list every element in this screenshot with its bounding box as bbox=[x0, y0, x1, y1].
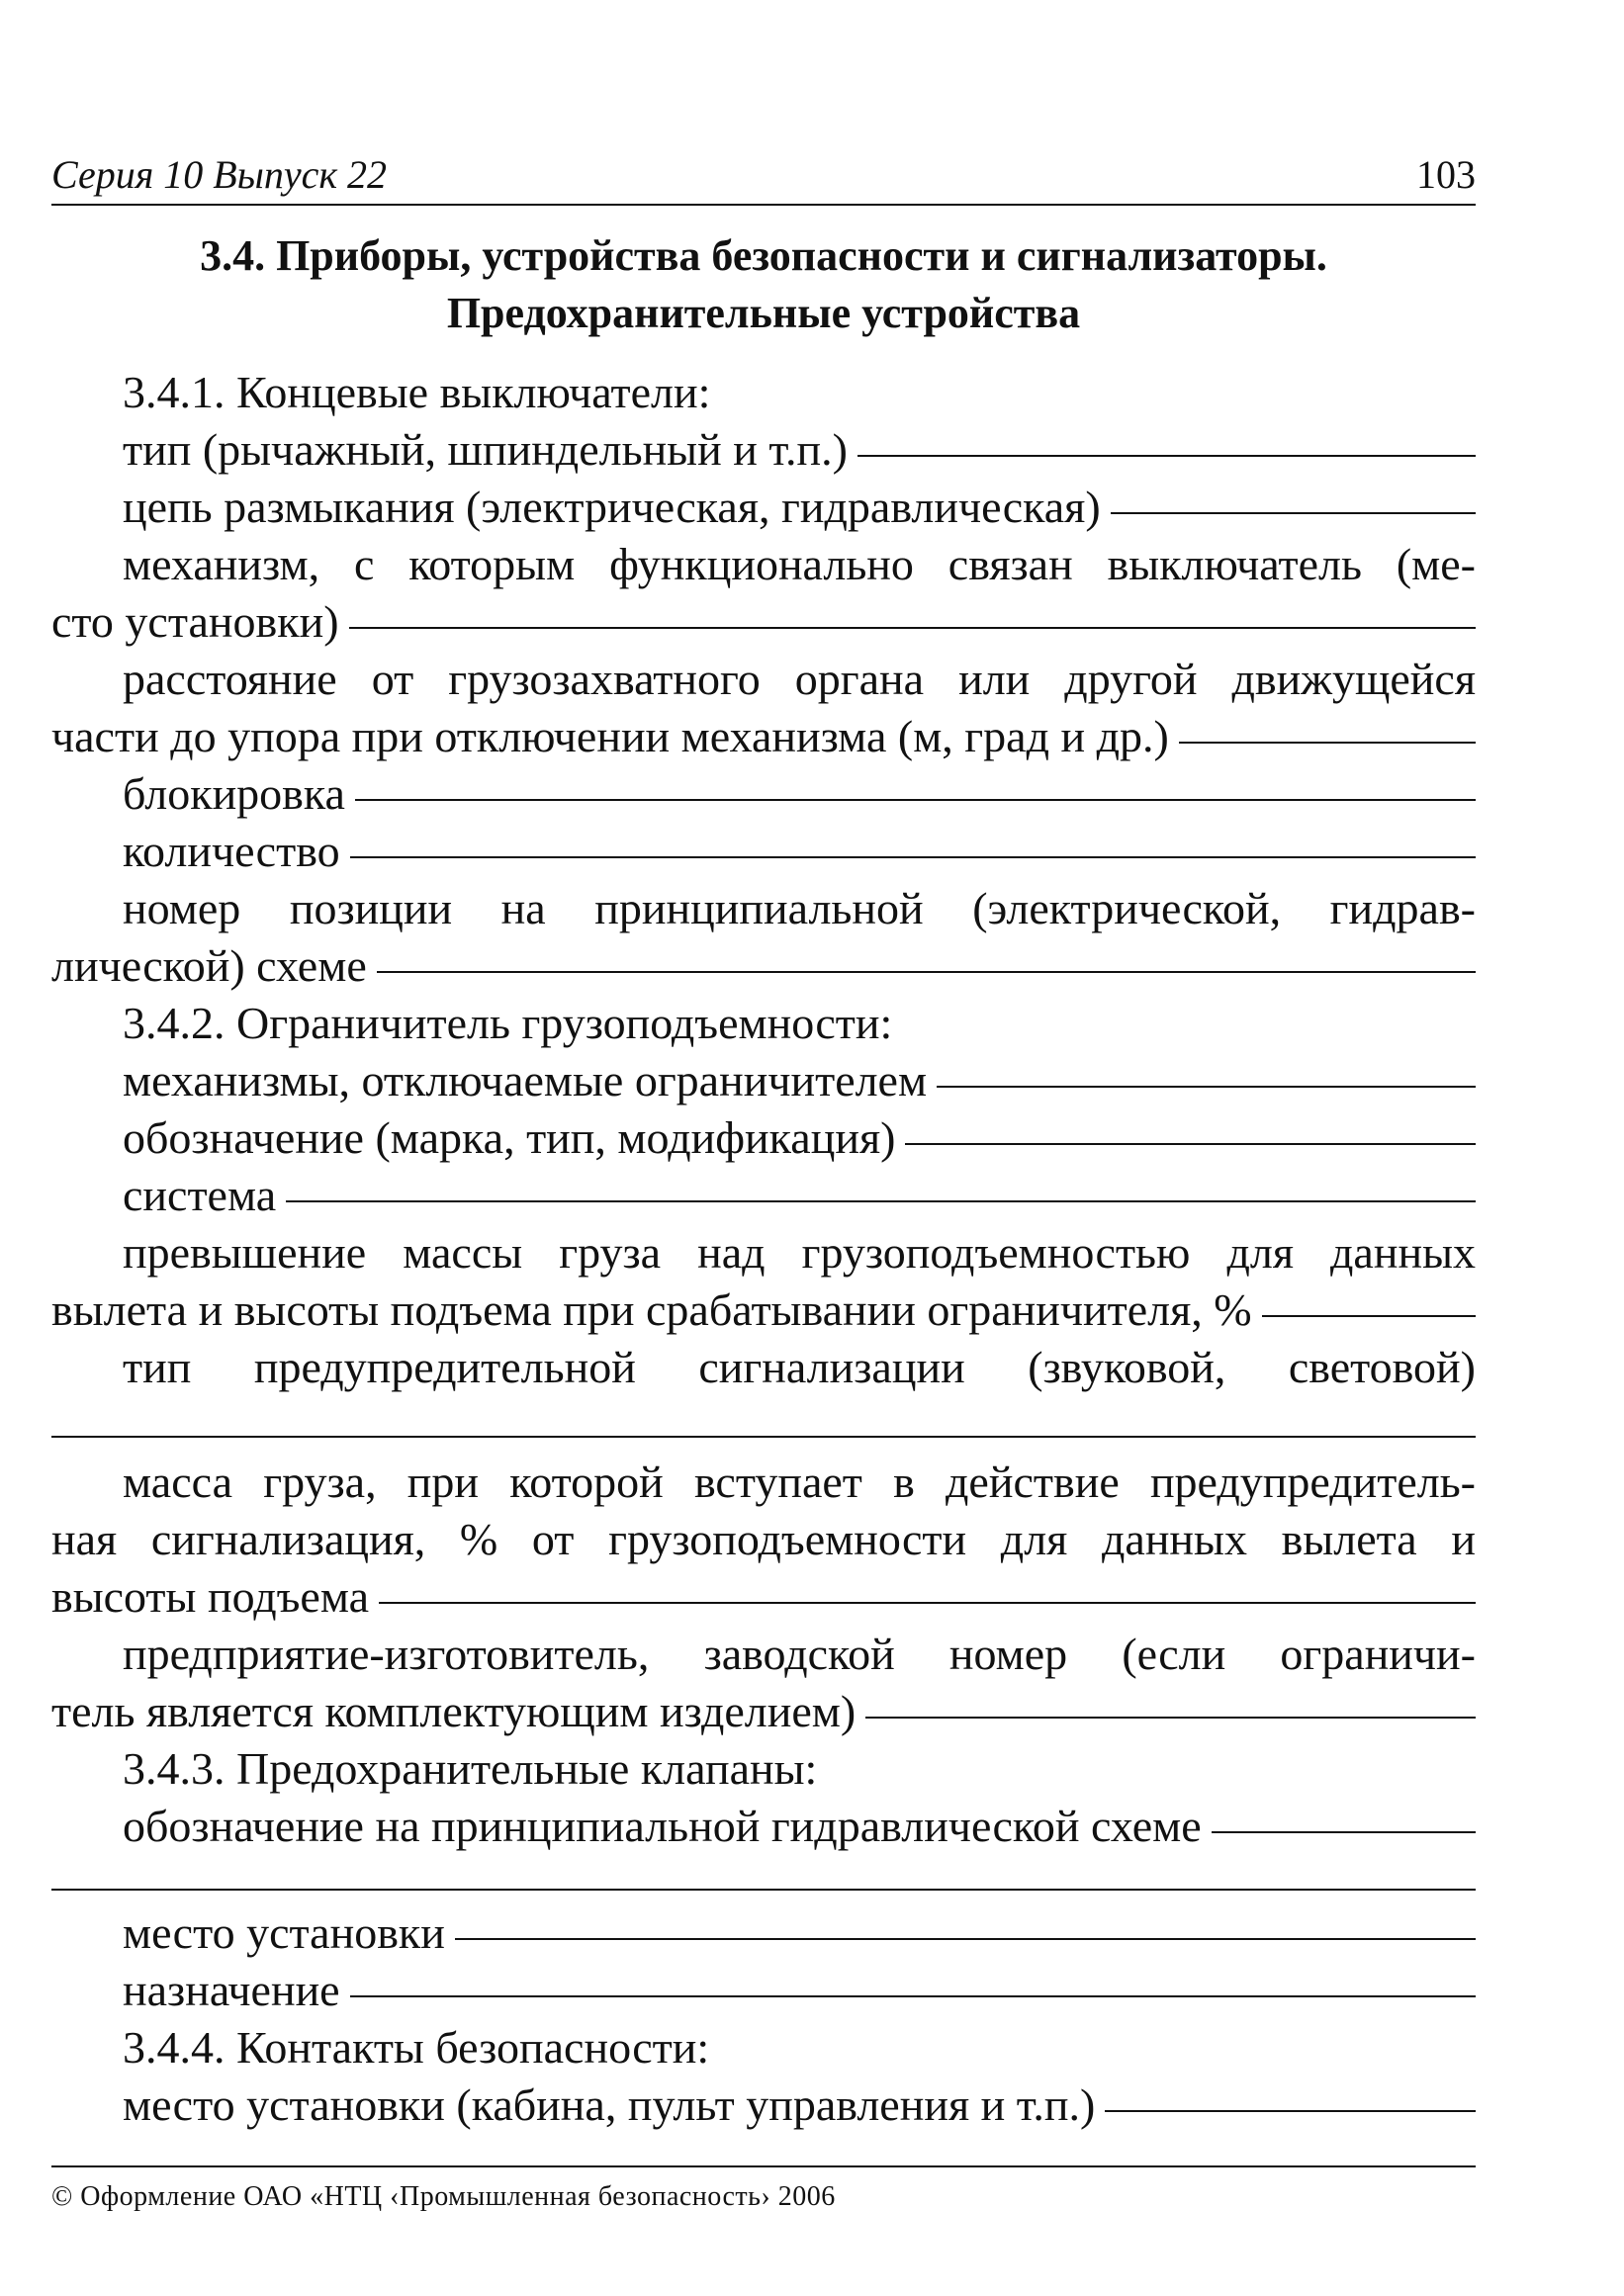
field-schema-position bbox=[51, 937, 1476, 995]
field-label: тель является комплектующим изделием) bbox=[51, 1686, 857, 1736]
text-line: номер позиции на принципиальной (электрической, гидрав- bbox=[123, 883, 1476, 933]
field-quantity bbox=[123, 823, 1476, 880]
fill-line bbox=[350, 856, 1476, 858]
field-switch-location bbox=[51, 593, 1476, 651]
fill-line-full bbox=[51, 1889, 1476, 1891]
field-label: тип (рычажный, шпиндельный и т.п.) bbox=[123, 424, 848, 475]
fill-line bbox=[1111, 512, 1476, 514]
field-label: цепь размыкания (электрическая, гидравлическая) bbox=[123, 482, 1101, 532]
text-line: предприятие-изготовитель, заводской номер (если ограничи- bbox=[123, 1629, 1476, 1679]
field-switch-type bbox=[123, 421, 1476, 479]
fill-line bbox=[1179, 742, 1476, 744]
field-label: обозначение на принципиальной гидравлической схеме bbox=[123, 1801, 1202, 1851]
section-title-line-2: Предохранительные устройства bbox=[446, 289, 1081, 337]
field-label: обозначение (марка, тип, модификация) bbox=[123, 1112, 896, 1163]
text-line: ная сигнализация, % от грузоподъемности для данных вылета и bbox=[51, 1514, 1476, 1564]
page-footer bbox=[51, 2165, 1476, 2212]
field-contact-location bbox=[123, 2076, 1476, 2134]
field-break-circuit bbox=[123, 479, 1476, 536]
copyright-notice: © Оформление ОАО «НТЦ ‹Промышленная безопасность› 2006 bbox=[51, 2181, 836, 2212]
section-title bbox=[51, 227, 1476, 342]
series-label: Серия 10 Выпуск 22 bbox=[51, 152, 388, 197]
fill-line bbox=[937, 1086, 1476, 1088]
fill-line bbox=[1105, 2110, 1476, 2112]
field-label: место установки bbox=[123, 1907, 445, 1958]
field-interlock bbox=[123, 765, 1476, 823]
field-warning-load bbox=[51, 1568, 1476, 1626]
field-label: вылета и высоты подъема при срабатывании ограничителя, % bbox=[51, 1284, 1252, 1335]
section-title-line-1: 3.4. Приборы, устройства безопасности и сигнализаторы. bbox=[200, 231, 1327, 280]
field-label: место установки (кабина, пульт управления и т.п.) bbox=[123, 2079, 1096, 2130]
field-system bbox=[123, 1167, 1476, 1224]
text-line: механизм, с которым функционально связан выключатель (ме- bbox=[123, 539, 1476, 589]
page-number: 103 bbox=[1416, 152, 1476, 197]
field-label: назначение bbox=[123, 1965, 340, 2015]
text-line: превышение массы груза над грузоподъемностью для данных bbox=[123, 1227, 1476, 1278]
fill-line bbox=[1262, 1315, 1476, 1317]
fill-line bbox=[865, 1717, 1476, 1719]
field-valve-purpose bbox=[123, 1962, 1476, 2019]
field-label: механизмы, отключаемые ограничителем bbox=[123, 1055, 928, 1105]
field-manufacturer bbox=[51, 1683, 1476, 1740]
subsection-heading-3-4-3: 3.4.3. Предохранительные клапаны: bbox=[123, 1743, 818, 1794]
text-line: масса груза, при которой вступает в действие предупредитель- bbox=[123, 1457, 1476, 1507]
fill-line bbox=[377, 971, 1476, 973]
fill-line bbox=[1212, 1831, 1476, 1833]
field-disabled-mechanisms bbox=[123, 1052, 1476, 1109]
fill-line bbox=[355, 799, 1476, 801]
field-valve-designation bbox=[123, 1798, 1476, 1855]
subsection-heading-3-4-1: 3.4.1. Концевые выключатели: bbox=[123, 367, 711, 417]
field-label: блокировка bbox=[123, 768, 345, 819]
field-stop-distance bbox=[51, 708, 1476, 765]
fill-line bbox=[349, 627, 1476, 629]
field-label: лической) схеме bbox=[51, 940, 367, 991]
field-label: сто установки) bbox=[51, 596, 339, 647]
running-header bbox=[51, 148, 1476, 206]
fill-line bbox=[455, 1938, 1476, 1940]
fill-line bbox=[379, 1602, 1476, 1604]
fill-line bbox=[350, 1995, 1476, 1997]
fill-line bbox=[286, 1200, 1476, 1202]
field-label: высоты подъема bbox=[51, 1571, 370, 1622]
field-label: части до упора при отключении механизма (м, град и др.) bbox=[51, 711, 1169, 761]
subsection-heading-3-4-2: 3.4.2. Ограничитель грузоподъемности: bbox=[123, 998, 893, 1048]
field-designation bbox=[123, 1109, 1476, 1167]
text-line: расстояние от грузозахватного органа или другой движущейся bbox=[123, 654, 1476, 704]
subsection-heading-3-4-4: 3.4.4. Контакты безопасности: bbox=[123, 2022, 710, 2073]
fill-line bbox=[857, 455, 1476, 457]
document-page bbox=[51, 0, 1476, 2296]
text-line: тип предупредительной сигнализации (звуковой, световой) bbox=[123, 1342, 1476, 1392]
fill-line bbox=[905, 1143, 1476, 1145]
field-label: количество bbox=[123, 826, 340, 876]
fill-line-full bbox=[51, 1436, 1476, 1438]
field-valve-location bbox=[123, 1904, 1476, 1962]
field-overload-percent bbox=[51, 1281, 1476, 1339]
field-label: система bbox=[123, 1170, 277, 1220]
